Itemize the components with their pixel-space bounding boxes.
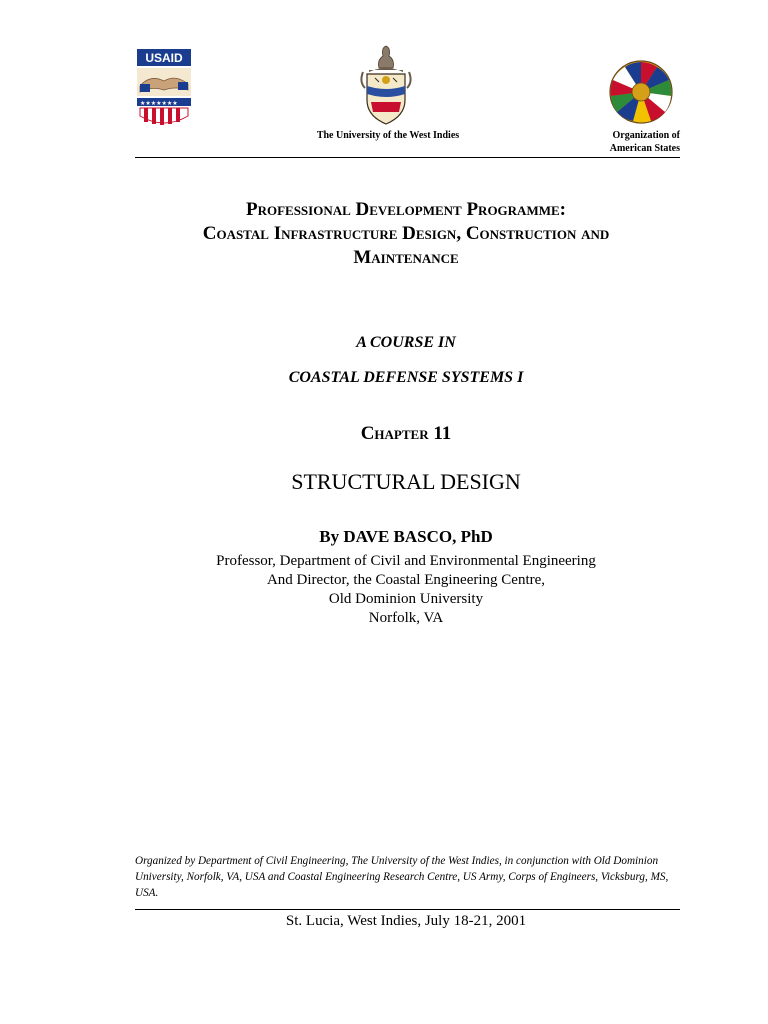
author-affiliation-3: Old Dominion University [328, 591, 484, 607]
svg-text:★★★★★★★: ★★★★★★★ [140, 100, 178, 107]
author-affiliation-4: Norfolk, VA [368, 610, 444, 626]
oas-caption [580, 129, 680, 155]
author-affiliation-1: Professor, Department of Civil and Environmental Engineering [216, 553, 596, 569]
place-and-date: St. Lucia, West Indies, July 18-21, 2001 [285, 913, 527, 929]
footer-divider [135, 909, 680, 910]
usaid-logo [136, 48, 192, 128]
course-name: COASTAL DEFENSE SYSTEMS I [288, 369, 524, 386]
oas-caption-line2: American States [609, 143, 680, 154]
header-divider [135, 157, 680, 158]
oas-emblem-logo [605, 58, 677, 126]
author-affiliation-2: And Director, the Coastal Engineering Centre, [266, 572, 546, 588]
programme-title [100, 198, 712, 270]
organizer-note: Organized by Department of Civil Engineering, The University of the West Indies, in conjunction with Old Dominion University, Norfolk, VA, USA and Coastal Engineering Research Centre, US Army, Corps of Engineers, Vicksburg, MS, USA. [135, 855, 669, 899]
chapter-label: Chapter 11 [360, 423, 452, 444]
programme-title-line3: Maintenance [353, 247, 459, 268]
author-byline: By DAVE BASCO, PhD [319, 527, 493, 546]
programme-title-line1: Professional Development Programme: [245, 199, 566, 220]
uwi-crest-logo [355, 42, 417, 128]
oas-caption-line1: Organization of [612, 130, 680, 141]
uwi-caption: The University of the West Indies [316, 130, 460, 141]
course-heading: A COURSE IN [356, 334, 456, 351]
chapter-title: STRUCTURAL DESIGN [291, 469, 521, 494]
usaid-logo-text: USAID [145, 51, 183, 65]
programme-title-line2: Coastal Infrastructure Design, Construction and [202, 223, 610, 244]
